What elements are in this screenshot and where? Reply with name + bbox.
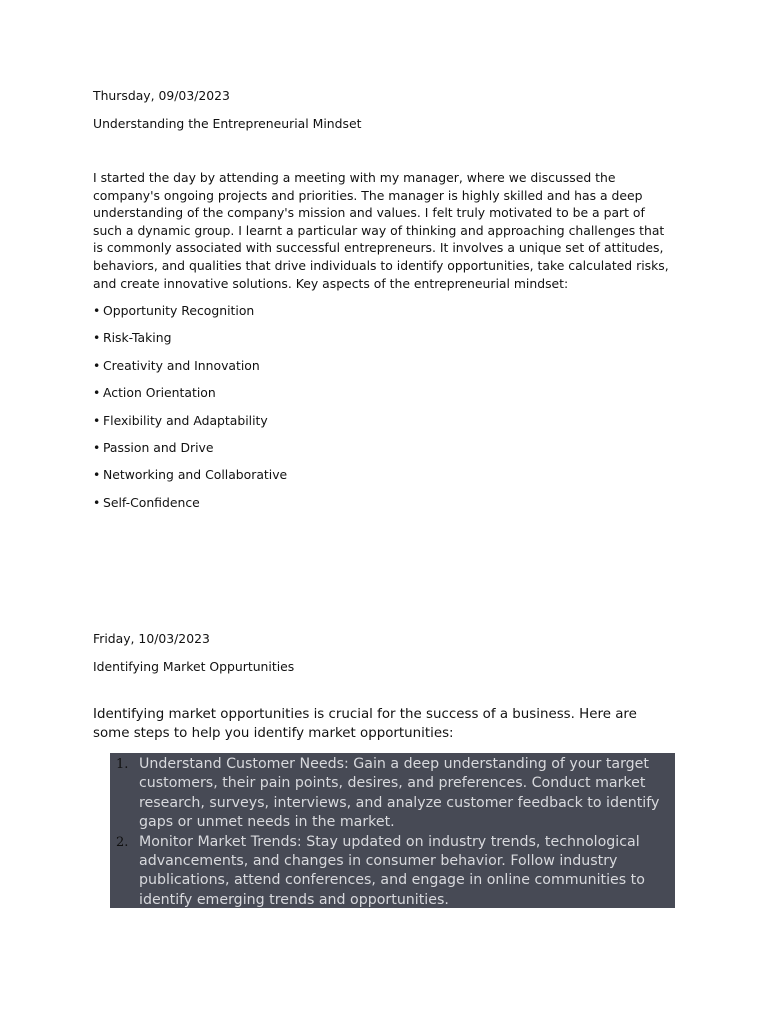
list-item: • Creativity and Innovation (93, 357, 260, 373)
bullet-icon: • (93, 385, 101, 401)
list-item: • Networking and Collaborative (93, 467, 288, 483)
bullet-icon: • (93, 494, 101, 510)
list-item: • Self-Confidence (93, 494, 200, 510)
list-item: • Risk-Taking (93, 330, 172, 346)
bullet-icon: • (93, 357, 101, 373)
list-item (116, 755, 665, 833)
bullet-icon: • (93, 439, 101, 455)
entry2-title: Identifying Market Oppurtunities (93, 659, 295, 674)
step-text: Monitor Market Trends: Stay updated on industry trends, technological advancements, and changes in consumer behavior. Follow industry publications, attend conferences, and engage in online communities to identify emerging trends and opportunities. (139, 833, 645, 908)
step-text: Understand Customer Needs: Gain a deep understanding of your target customers, their pain points, desires, and preferences. Conduct market research, surveys, interviews, and analyze customer feedback to identify gaps or unmet needs in the market. (139, 756, 660, 831)
mindset-bullet-list (93, 302, 287, 521)
bullet-icon: • (93, 303, 101, 318)
entry2-date: Friday, 10/03/2023 (93, 631, 210, 646)
market-steps-highlight-block (110, 753, 675, 908)
bullet-icon: • (93, 412, 101, 428)
entry2-intro: Identifying market opportunities is crucial for the success of a business. Here are some steps to help you identify market opportunities: (93, 707, 637, 742)
entry1-title: Understanding the Entrepreneurial Mindset (93, 116, 362, 131)
step-number: 2. (116, 834, 129, 850)
step-number: 1. (116, 757, 129, 772)
list-item: • Opportunity Recognition (93, 303, 255, 318)
entry1-paragraph: I started the day by attending a meeting with my manager, where we discussed the company's ongoing projects and priorities. The manager is highly skilled and has a deep understanding of the company's mission and values. I felt truly motivated to be a part of such a dynamic group. I learnt a particular way of thinking and approaching challenges that is commonly associated with successful entrepreneurs. It involves a unique set of attitudes, behaviors, and qualities that drive individuals to identify opportunities, take calculated risks, and create innovative solutions. Key aspects of the entrepreneurial mindset: (93, 170, 669, 291)
entry1-date: Thursday, 09/03/2023 (93, 88, 230, 103)
market-steps-list (116, 755, 665, 910)
bullet-icon: • (93, 467, 101, 483)
bullet-icon: • (93, 330, 101, 346)
list-item: • Action Orientation (93, 385, 216, 401)
list-item: • Passion and Drive (93, 439, 214, 455)
list-item (116, 833, 665, 911)
list-item: • Flexibility and Adaptability (93, 412, 268, 428)
